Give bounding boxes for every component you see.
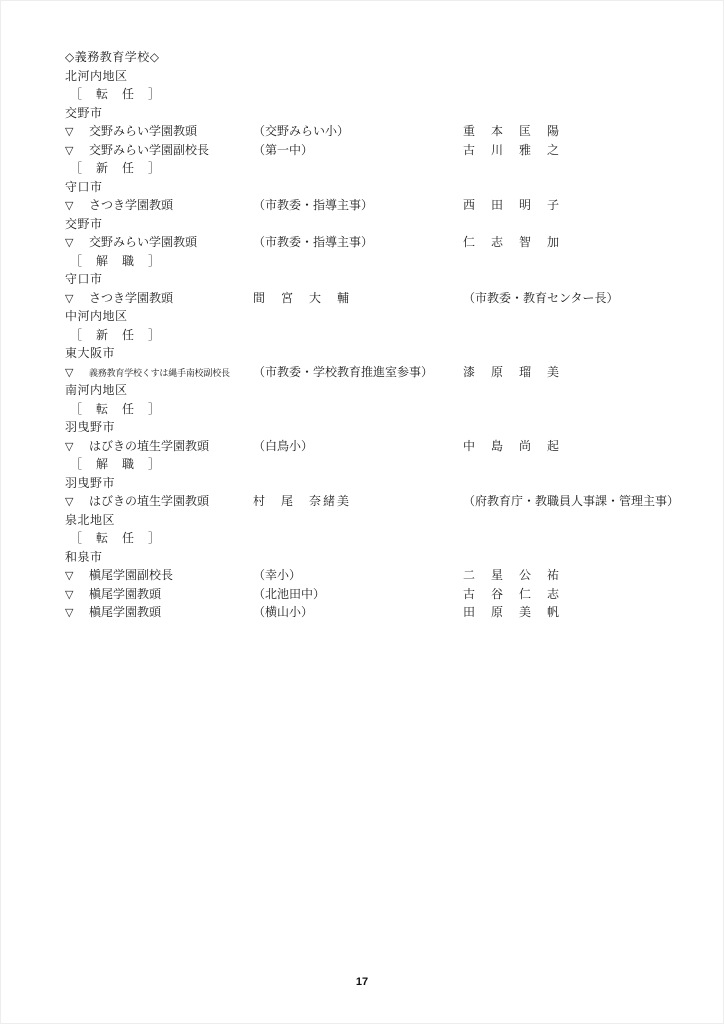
entry-row xyxy=(65,233,699,252)
district-line: 泉北地区 xyxy=(65,512,116,527)
previous-post: （市教委・学校教育推進室参事） xyxy=(253,364,434,379)
previous-post: （府教育庁・教職員人事課・管理主事） xyxy=(463,494,680,508)
person-name: 田 原 美 帆 xyxy=(463,605,562,619)
triangle-marker-icon: ▽ xyxy=(65,237,74,249)
entry-row xyxy=(65,566,699,585)
person-name: 古 谷 仁 志 xyxy=(463,586,562,601)
position-title: 槇尾学園教頭 xyxy=(89,586,162,601)
triangle-marker-icon: ▽ xyxy=(65,496,74,508)
entry-row xyxy=(65,289,699,308)
status-line: ［ 新 任 ］ xyxy=(70,161,162,175)
position-title: 槇尾学園副校長 xyxy=(89,568,174,582)
district-line: 北河内地区 xyxy=(65,68,128,83)
triangle-marker-icon: ▽ xyxy=(65,440,74,453)
previous-post: （市教委・指導主事） xyxy=(253,198,374,212)
entry-row xyxy=(65,603,699,622)
position-title: 義務教育学校くすは縄手南校副校長 xyxy=(89,367,230,378)
person-name: 重 本 匡 陽 xyxy=(463,124,562,138)
status-line: ［ 解 職 ］ xyxy=(70,253,162,268)
triangle-marker-icon: ▽ xyxy=(65,607,74,619)
entry-row xyxy=(65,437,699,456)
entry-row xyxy=(65,363,699,382)
previous-post: （横山小） xyxy=(253,605,314,619)
status-line: ［ 転 任 ］ xyxy=(70,87,162,101)
person-name: 中 島 尚 起 xyxy=(463,438,562,453)
triangle-marker-icon: ▽ xyxy=(65,144,74,157)
position-title: 交野みらい学園教頭 xyxy=(89,235,198,249)
previous-post: （白鳥小） xyxy=(253,438,314,453)
status-line: ［ 解 職 ］ xyxy=(70,457,162,471)
position-title: 槇尾学園教頭 xyxy=(89,605,162,619)
entry-row xyxy=(65,492,699,511)
city-line: 東大阪市 xyxy=(65,346,116,360)
entry-row xyxy=(65,585,699,604)
triangle-marker-icon: ▽ xyxy=(65,292,74,305)
position-title: 交野みらい学園教頭 xyxy=(89,124,198,138)
position-title: 交野みらい学園副校長 xyxy=(89,142,210,157)
page-number: 17 xyxy=(355,976,369,988)
previous-post: （交野みらい小） xyxy=(253,124,350,138)
city-line: 守口市 xyxy=(65,272,103,286)
person-name: 西 田 明 子 xyxy=(463,198,562,212)
triangle-marker-icon: ▽ xyxy=(65,126,74,138)
position-title: はびきの埴生学園教頭 xyxy=(89,494,210,508)
previous-post: （市教委・指導主事） xyxy=(253,235,374,249)
entry-row xyxy=(65,122,699,141)
previous-post: （幸小） xyxy=(253,568,302,582)
person-name: 村 尾 奈緒美 xyxy=(253,494,352,508)
city-line: 守口市 xyxy=(65,179,103,194)
city-line: 和泉市 xyxy=(65,549,103,564)
previous-post: （市教委・教育センター長） xyxy=(463,290,619,305)
entry-row xyxy=(65,141,699,160)
triangle-marker-icon: ▽ xyxy=(65,366,74,379)
person-name: 漆 原 瑠 美 xyxy=(463,364,562,379)
previous-post: （第一中） xyxy=(253,142,314,157)
person-name: 古 川 雅 之 xyxy=(463,142,562,157)
city-line: 交野市 xyxy=(65,105,103,120)
person-name: 仁 志 智 加 xyxy=(463,235,562,249)
person-name: 間 宮 大 輔 xyxy=(253,290,352,305)
triangle-marker-icon: ▽ xyxy=(65,200,74,212)
triangle-marker-icon: ▽ xyxy=(65,570,74,582)
status-line: ［ 転 任 ］ xyxy=(70,531,162,545)
triangle-marker-icon: ▽ xyxy=(65,588,74,601)
previous-post: （北池田中） xyxy=(253,586,326,601)
status-line: ［ 新 任 ］ xyxy=(70,327,162,342)
entry-row xyxy=(65,196,699,215)
position-title: さつき学園教頭 xyxy=(89,290,174,305)
position-title: はびきの埴生学園教頭 xyxy=(89,438,210,453)
city-line: 交野市 xyxy=(65,216,103,231)
city-line: 羽曳野市 xyxy=(65,475,116,490)
title-line: ◇義務教育学校◇ xyxy=(65,50,160,64)
status-line: ［ 転 任 ］ xyxy=(70,401,162,416)
personnel-transfer-list xyxy=(65,48,699,622)
city-line: 羽曳野市 xyxy=(65,420,116,434)
person-name: 二 星 公 祐 xyxy=(463,568,562,582)
district-line: 南河内地区 xyxy=(65,383,128,397)
district-line: 中河内地区 xyxy=(65,309,128,323)
position-title: さつき学園教頭 xyxy=(89,198,174,212)
